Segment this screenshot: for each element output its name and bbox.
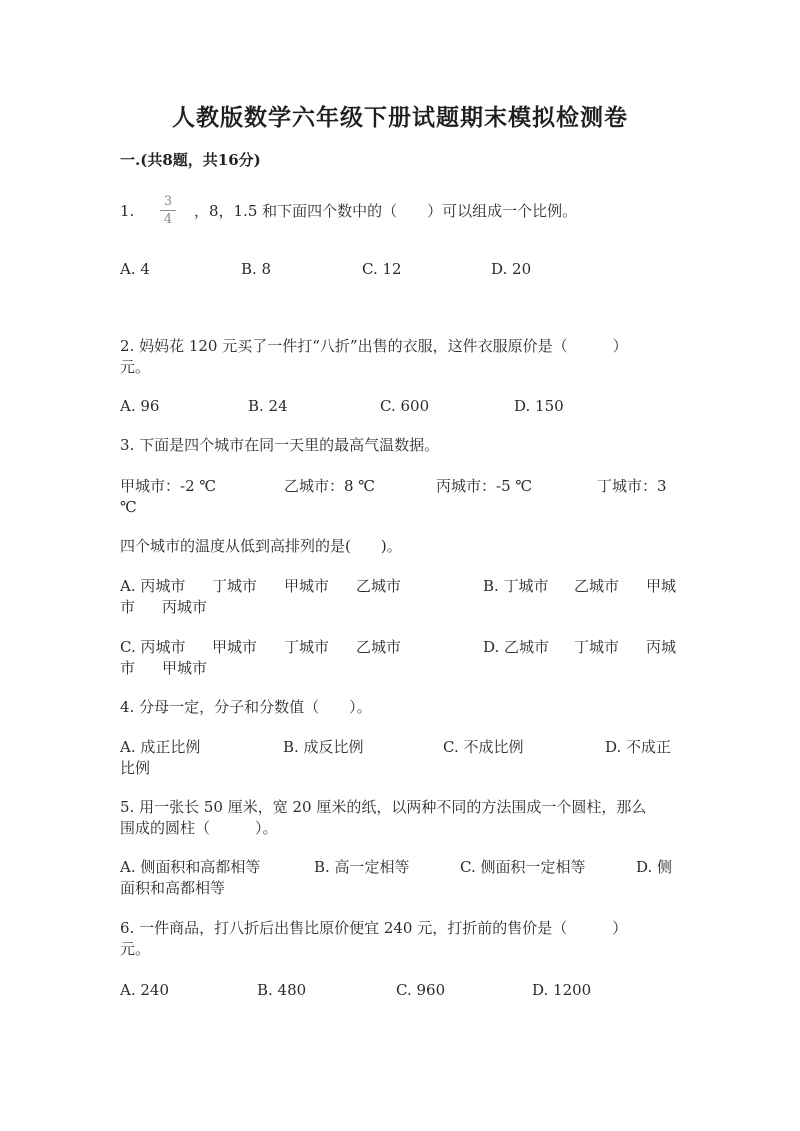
option-a-1: A. 丙城市 <box>120 577 186 595</box>
option-d-2: 丁城市 <box>574 638 620 656</box>
question-text: 6. 一件商品，打八折后出售比原价便宜 240 元，打折前的售价是（ ） <box>120 919 628 937</box>
option-c-4: 乙城市 <box>356 638 402 656</box>
option-b-3: 甲城 <box>646 577 677 595</box>
city-temp-d: 丁城市：3 <box>597 477 667 495</box>
option-c-3: 丁城市 <box>284 638 330 656</box>
option-b-wrap-2: 丙城市 <box>162 598 208 616</box>
question-text: 2. 妈妈花 120 元买了一件打“八折”出售的衣服，这件衣服原价是（ ） <box>120 337 628 355</box>
question-text: 5. 用一张长 50 厘米，宽 20 厘米的纸，以两种不同的方法围成一个圆柱，那么 <box>120 798 647 816</box>
option-d: D. 1200 <box>532 981 592 999</box>
option-a-3: 甲城市 <box>284 577 330 595</box>
option-d-wrap: 面积和高都相等 <box>120 879 226 897</box>
option-d-wrap-1: 市 <box>120 659 136 677</box>
option-d: D. 侧 <box>636 858 673 876</box>
question-text-wrap: 元。 <box>120 940 151 958</box>
fraction <box>160 194 176 227</box>
city-temp-wrap: ℃ <box>120 498 137 516</box>
question-text: 3. 下面是四个城市在同一天里的最高气温数据。 <box>120 436 440 454</box>
fraction-numerator: 3 <box>163 194 173 209</box>
option-a: A. 侧面积和高都相等 <box>120 858 261 876</box>
option-b-2: 乙城市 <box>574 577 620 595</box>
question-text: 4. 分母一定，分子和分数值（ ）。 <box>120 698 372 716</box>
option-b-1: B. 丁城市 <box>483 577 549 595</box>
option-b: B. 8 <box>241 260 272 278</box>
question-subtext: 四个城市的温度从低到高排列的是( )。 <box>120 537 402 555</box>
option-a: A. 4 <box>120 260 150 278</box>
city-temp-b: 乙城市：8 ℃ <box>284 477 376 495</box>
question-text-wrap: 围成的圆柱（ ）。 <box>120 819 278 837</box>
option-a: A. 96 <box>120 397 160 415</box>
option-b-wrap-1: 市 <box>120 598 136 616</box>
option-d-1: D. 乙城市 <box>483 638 550 656</box>
city-temp-c: 丙城市：-5 ℃ <box>436 477 533 495</box>
section-heading: 一.(共8题，共16分) <box>120 151 261 169</box>
option-a: A. 成正比例 <box>120 738 201 756</box>
option-c-1: C. 丙城市 <box>120 638 186 656</box>
option-c: C. 侧面积一定相等 <box>460 858 586 876</box>
option-b: B. 24 <box>248 397 288 415</box>
option-c-2: 甲城市 <box>212 638 258 656</box>
question-text-wrap: 元。 <box>120 358 151 376</box>
question-number: 1. <box>120 202 135 220</box>
fraction-bar <box>160 210 176 211</box>
option-a-2: 丁城市 <box>212 577 258 595</box>
option-a: A. 240 <box>120 981 169 999</box>
option-b: B. 480 <box>257 981 307 999</box>
option-d-wrap: 比例 <box>120 759 151 777</box>
option-d-3: 丙城 <box>646 638 677 656</box>
option-d: D. 150 <box>514 397 564 415</box>
option-c: C. 12 <box>362 260 402 278</box>
option-b: B. 高一定相等 <box>314 858 410 876</box>
fraction-denominator: 4 <box>163 212 173 227</box>
page-title: 人教版数学六年级下册试题期末模拟检测卷 <box>172 105 628 131</box>
option-c: C. 960 <box>396 981 446 999</box>
city-temp-a: 甲城市：-2 ℃ <box>120 477 217 495</box>
option-c: C. 不成比例 <box>443 738 524 756</box>
option-d-wrap-2: 甲城市 <box>162 659 208 677</box>
option-c: C. 600 <box>380 397 430 415</box>
option-d: D. 不成正 <box>605 738 672 756</box>
question-text: ，8，1.5 和下面四个数中的（ ）可以组成一个比例。 <box>194 202 578 220</box>
option-a-4: 乙城市 <box>356 577 402 595</box>
option-b: B. 成反比例 <box>283 738 364 756</box>
option-d: D. 20 <box>491 260 532 278</box>
